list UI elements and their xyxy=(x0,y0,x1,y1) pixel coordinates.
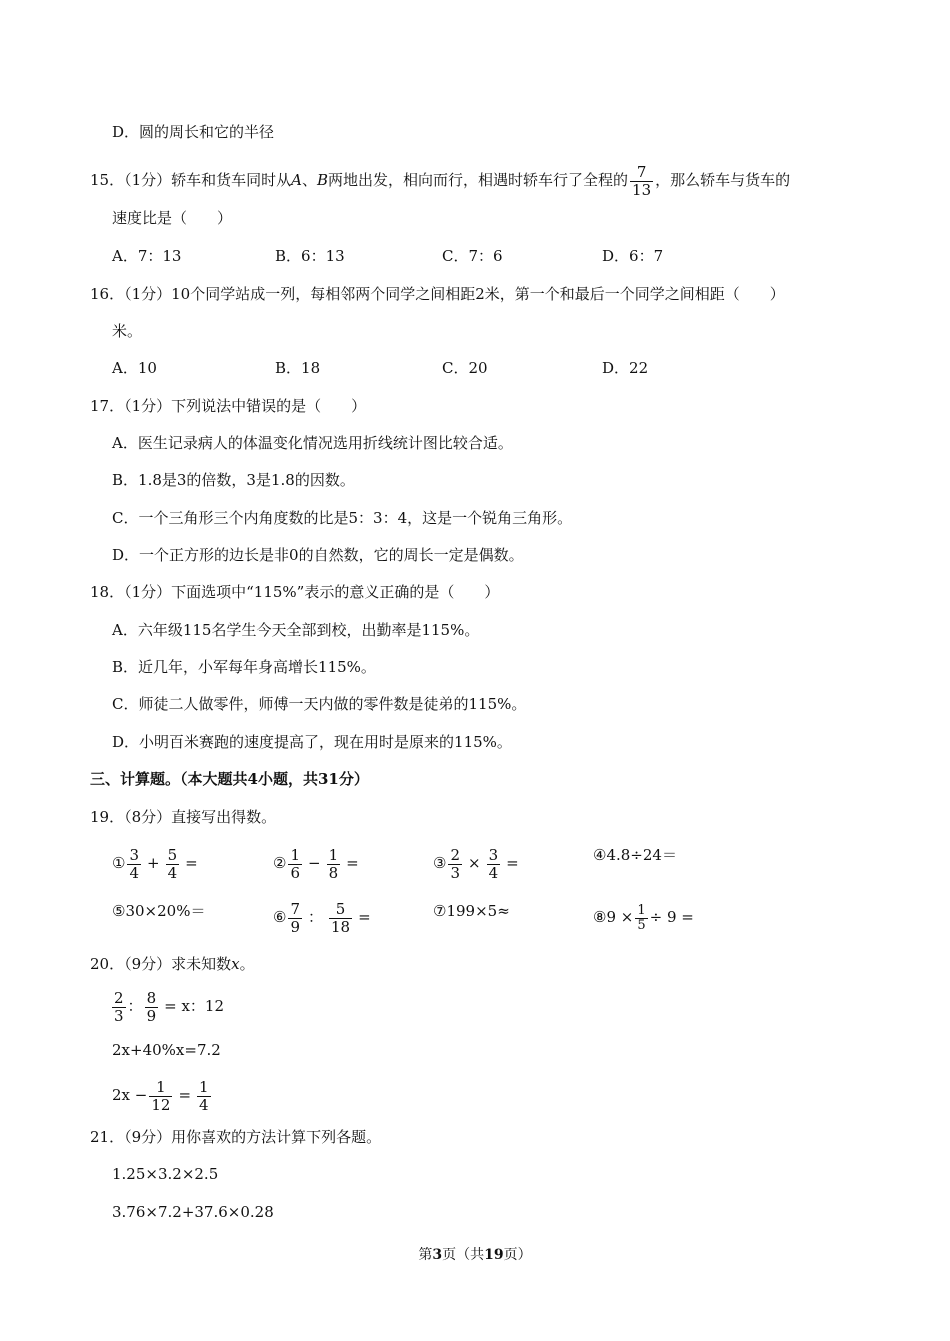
q19-p1-b-num: 5 xyxy=(167,845,178,864)
footer-total-pages: 19 xyxy=(484,1247,504,1263)
q15-option-d: D．6：7 xyxy=(602,247,664,265)
q19-problem-3 xyxy=(433,845,523,882)
q21-item-2: 3.76×7.2+37.6×0.28 xyxy=(112,1203,274,1221)
q15-stem-post: ，那么轿车与货车的 xyxy=(655,171,791,189)
q19-p3-frac-b xyxy=(487,847,501,882)
q19-problem-7 xyxy=(433,901,510,921)
q17-option-d: D．一个正方形的边长是非0的自然数，它的周长一定是偶数。 xyxy=(112,546,524,564)
footer-mid: 页（共 xyxy=(442,1247,485,1263)
q20-stem-var: x xyxy=(231,955,240,973)
q19-p2-op: − xyxy=(308,854,321,872)
section-3-title: 三、计算题。（本大题共4小题，共31分） xyxy=(90,770,369,788)
q19-p1-op: + xyxy=(147,854,160,872)
q20-equation-2: 2x+40%x=7.2 xyxy=(112,1041,221,1059)
q19-p6-b-den: 18 xyxy=(331,917,351,936)
q19-p6-frac-b xyxy=(329,901,352,936)
q20-stem-text: 20．（9分）求未知数 xyxy=(90,955,232,973)
q15-frac-den: 13 xyxy=(632,180,652,199)
q20-eq3-f-den: 12 xyxy=(151,1095,171,1114)
q20-equation-3 xyxy=(112,1077,213,1114)
q15-stem xyxy=(90,162,790,199)
q20-eq1-rhs: = x：12 xyxy=(164,997,224,1015)
q19-p2-b-num: 1 xyxy=(328,845,339,864)
q15-frac-num: 7 xyxy=(636,162,647,181)
q19-p8-f-num: 1 xyxy=(637,902,646,918)
q20-eq3-frac-r xyxy=(197,1079,211,1114)
q15-stem-line2: 速度比是（ ） xyxy=(112,209,233,227)
q16-option-a: A．10 xyxy=(112,359,157,377)
q15-point-b: B xyxy=(317,171,329,189)
q19-p6-op: ： xyxy=(308,908,324,926)
q19-p6-a-num: 7 xyxy=(290,899,300,918)
footer-pre: 第 xyxy=(418,1247,433,1263)
q19-problem-2 xyxy=(273,845,363,882)
q15-option-b: B．6：13 xyxy=(275,247,345,265)
q19-p3-frac-a xyxy=(448,847,462,882)
q16-option-c: C．20 xyxy=(442,359,488,377)
q20-eq3-f-num: 1 xyxy=(156,1077,166,1096)
q20-eq1-b-den: 9 xyxy=(146,1006,157,1025)
q20-stem-end: 。 xyxy=(239,955,255,973)
q20-eq3-lhs: 2x − xyxy=(112,1086,148,1104)
q19-marker-2: ② xyxy=(273,854,287,872)
q19-p8-post: ÷ 9 = xyxy=(649,908,694,926)
q19-p2-a-num: 1 xyxy=(290,845,300,864)
q15-sep: 、 xyxy=(301,171,317,189)
q18-option-d: D．小明百米赛跑的速度提高了，现在用时是原来的115%。 xyxy=(112,733,512,751)
q19-marker-3: ③ xyxy=(433,854,447,872)
q21-stem: 21．（9分）用你喜欢的方法计算下列各题。 xyxy=(90,1128,382,1146)
q19-p3-b-den: 4 xyxy=(488,863,499,882)
q15-option-c: C．7：6 xyxy=(442,247,503,265)
q19-p8-pre: 9 × xyxy=(606,908,634,926)
q20-eq3-r-den: 4 xyxy=(199,1095,209,1114)
q19-problem-5 xyxy=(112,901,205,921)
q19-marker-6: ⑥ xyxy=(273,908,287,926)
q21-item-1: 1.25×3.2×2.5 xyxy=(112,1165,219,1183)
q19-marker-4: ④ xyxy=(593,846,607,864)
q19-p7-expr: 199×5≈ xyxy=(446,902,510,920)
q19-p1-frac-b xyxy=(166,847,180,882)
q15-fraction xyxy=(630,164,653,199)
q20-eq3-frac-l xyxy=(149,1079,172,1114)
footer-post: 页） xyxy=(503,1247,532,1263)
q20-eq1-frac-a xyxy=(112,990,126,1025)
q19-p2-frac-b xyxy=(327,847,341,882)
q18-option-a: A．六年级115名学生今天全部到校，出勤率是115%。 xyxy=(112,621,480,639)
q20-eq1-colon: ： xyxy=(127,997,143,1015)
q20-eq3-eq: = xyxy=(178,1086,192,1104)
q19-p5-expr: 30×20%＝ xyxy=(125,902,206,920)
q15-stem-pre: 15．（1分）轿车和货车同时从 xyxy=(90,171,292,189)
q19-p8-frac xyxy=(635,904,647,933)
q20-eq1-b-num: 8 xyxy=(146,988,157,1007)
page-footer xyxy=(0,1244,950,1264)
q19-p1-a-den: 4 xyxy=(129,863,139,882)
q17-option-a: A．医生记录病人的体温变化情况选用折线统计图比较合适。 xyxy=(112,434,513,452)
q19-p3-a-num: 2 xyxy=(450,845,460,864)
q20-stem xyxy=(90,954,255,974)
q19-p1-eq: = xyxy=(185,854,198,872)
q19-p3-a-den: 3 xyxy=(450,863,460,882)
q19-problem-8 xyxy=(593,899,694,935)
q19-p2-frac-a xyxy=(288,847,302,882)
q19-p8-f-den: 5 xyxy=(637,917,646,933)
q20-eq3-r-num: 1 xyxy=(199,1077,209,1096)
q19-problem-1 xyxy=(112,845,202,882)
q19-p2-a-den: 6 xyxy=(290,863,300,882)
q16-option-b: B．18 xyxy=(275,359,321,377)
q15-option-a: A．7：13 xyxy=(112,247,182,265)
q17-stem: 17．（1分）下列说法中错误的是（ ） xyxy=(90,397,367,415)
q18-option-c: C．师徒二人做零件，师傅一天内做的零件数是徒弟的115%。 xyxy=(112,695,527,713)
q19-marker-8: ⑧ xyxy=(593,908,607,926)
q20-eq1-a-num: 2 xyxy=(114,988,124,1007)
q19-p3-b-num: 3 xyxy=(488,845,499,864)
q19-p3-op: × xyxy=(468,854,481,872)
q20-equation-1 xyxy=(112,988,224,1025)
q16-stem-line2: 米。 xyxy=(112,322,143,340)
q19-p2-b-den: 8 xyxy=(328,863,339,882)
q19-stem: 19．（8分）直接写出得数。 xyxy=(90,808,277,826)
q19-p6-eq: = xyxy=(358,908,371,926)
q19-p4-expr: 4.8÷24＝ xyxy=(606,846,677,864)
q19-p1-b-den: 4 xyxy=(167,863,178,882)
q18-option-b: B．近几年，小军每年身高增长115%。 xyxy=(112,658,376,676)
q16-stem: 16．（1分）10个同学站成一列，每相邻两个同学之间相距2米，第一个和最后一个同学之间相距（ ） xyxy=(90,285,785,303)
q19-problem-6 xyxy=(273,899,375,936)
q14-option-d: D．圆的周长和它的半径 xyxy=(112,123,275,141)
q19-problem-4 xyxy=(593,845,677,865)
q19-p2-eq: = xyxy=(346,854,359,872)
q15-point-a: A xyxy=(291,171,302,189)
q19-p3-eq: = xyxy=(506,854,519,872)
q19-p6-a-den: 9 xyxy=(290,917,300,936)
q19-p1-a-num: 3 xyxy=(129,845,139,864)
q19-marker-1: ① xyxy=(112,854,126,872)
q19-p1-frac-a xyxy=(127,847,141,882)
q18-stem: 18．（1分）下面选项中“115%”表示的意义正确的是（ ） xyxy=(90,583,500,601)
q19-p6-b-num: 5 xyxy=(335,899,346,918)
footer-page-number: 3 xyxy=(432,1247,443,1263)
q19-marker-5: ⑤ xyxy=(112,902,126,920)
q19-marker-7: ⑦ xyxy=(433,902,447,920)
q17-option-c: C．一个三角形三个内角度数的比是5：3：4，这是一个锐角三角形。 xyxy=(112,509,573,527)
q16-option-d: D．22 xyxy=(602,359,649,377)
q20-eq1-a-den: 3 xyxy=(114,1006,124,1025)
q17-option-b: B．1.8是3的倍数，3是1.8的因数。 xyxy=(112,471,355,489)
q15-stem-mid: 两地出发，相向而行，相遇时轿车行了全程的 xyxy=(328,171,629,189)
q19-p6-frac-a xyxy=(288,901,302,936)
q20-eq1-frac-b xyxy=(145,990,159,1025)
